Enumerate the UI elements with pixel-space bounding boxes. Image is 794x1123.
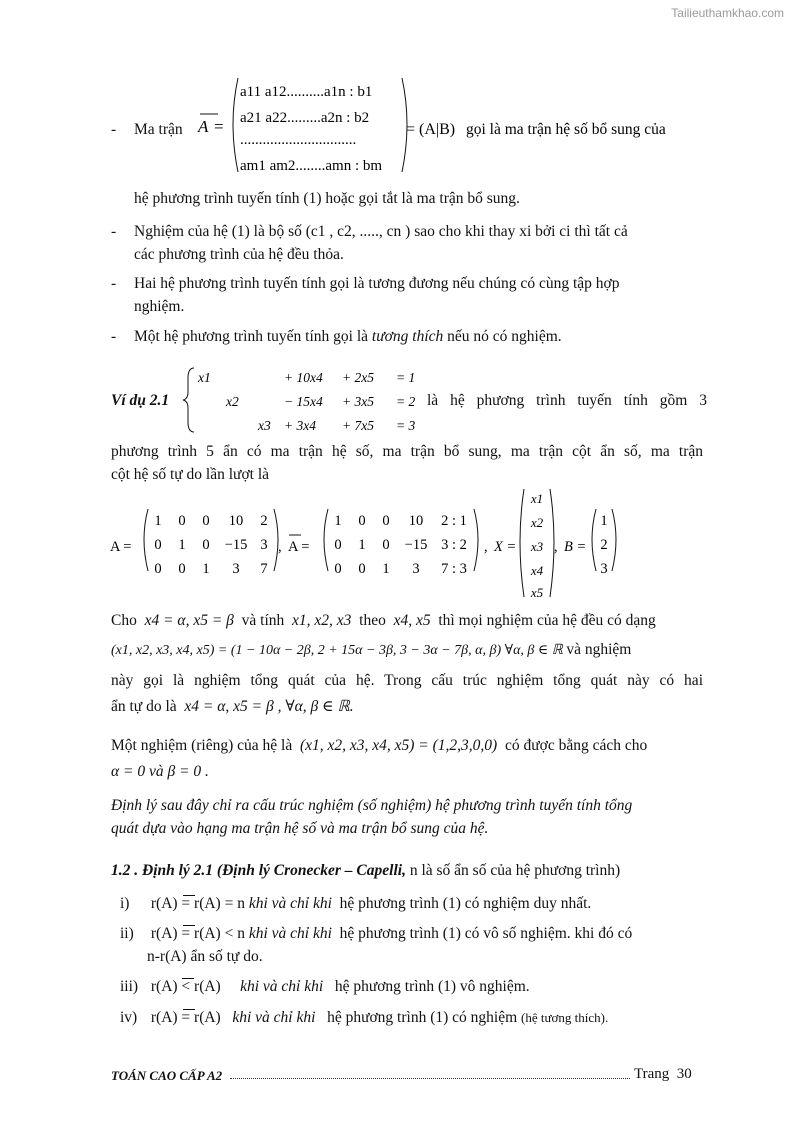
example-text: cột hệ số tự do lần lượt là <box>111 466 270 483</box>
item-num: iii) <box>120 978 139 995</box>
page-number: 30 <box>676 1066 692 1082</box>
item-small: (hệ tương thích). <box>521 1010 609 1025</box>
bullet-text-em: tương thích <box>371 328 444 345</box>
math: x4, x5 <box>393 612 431 629</box>
a-cell: 0 <box>202 513 210 529</box>
equals: = <box>214 117 224 136</box>
a-cell: −15 <box>224 537 248 553</box>
augmented-matrix-formula <box>192 72 712 182</box>
x-cell: x4 <box>530 563 544 578</box>
theorem-heading <box>111 859 620 883</box>
sys-term: = 3 <box>396 418 416 433</box>
item-rest: hệ phương trình (1) có nghiệm duy nhất. <box>339 895 592 912</box>
sys-term: + 2x5 <box>342 370 374 385</box>
math: x4 = α, x5 = β , ∀α, β ∈ ℝ. <box>184 698 354 715</box>
svg-text:,: , <box>484 539 488 555</box>
intro-line: Định lý sau đây chỉ ra cấu trúc nghiệm (số nghiệm) hệ phương trình tuyến tính tổng <box>111 797 633 814</box>
item-rest: hệ phương trình (1) vô nghiệm. <box>334 978 530 995</box>
a-cell: 10 <box>228 513 244 529</box>
a-cell: 0 <box>154 561 162 577</box>
theorem-item-cont: n-r(A) ẩn số tự do. <box>147 948 263 965</box>
x-cell: x2 <box>530 515 544 530</box>
overbar <box>183 895 195 896</box>
abar-cell: 7 : 3 <box>441 561 467 577</box>
item-num: iv) <box>120 1009 138 1026</box>
matrix-desc-cont: hệ phương trình tuyến tính (1) hoặc gọi tắt là ma trận bổ sung. <box>134 190 520 207</box>
theorem-title: 1.2 . Định lý 2.1 (Định lý Cronecker – Capelli, <box>111 862 406 879</box>
a-cell: 0 <box>178 561 186 577</box>
overbar <box>183 925 195 926</box>
text: ẩn tự do là <box>111 698 177 715</box>
abar-cell: −15 <box>404 537 428 553</box>
matrix-a-label: A = <box>110 539 132 555</box>
abar-cell: 0 <box>334 561 342 577</box>
x-cell: x5 <box>530 585 544 600</box>
example-text: phương trình 5 ẩn có ma trận hệ số, ma trận bổ sung, ma trận cột ẩn số, ma trận <box>111 443 703 460</box>
item-em: khi và chỉ khi <box>240 978 324 995</box>
example-label: Ví dụ 2.1 <box>111 392 170 409</box>
footer-dots <box>230 1078 630 1079</box>
x-cell: x3 <box>530 539 544 554</box>
text: và tính <box>241 612 285 629</box>
sys-term: = 1 <box>396 370 416 385</box>
sys-term: x2 <box>226 394 239 409</box>
bullet-text-post: nếu nó có nghiệm. <box>443 328 562 345</box>
matrix-desc: gọi là ma trận hệ số bổ sung của <box>466 121 666 138</box>
ab-notation: = (A|B) <box>406 121 456 138</box>
text: theo <box>359 612 386 629</box>
sys-term: + 3x4 <box>284 418 316 433</box>
a-cell: 3 <box>260 537 268 553</box>
a-cell: 0 <box>178 513 186 529</box>
bullet-dash: - <box>111 328 117 345</box>
abar-cell: 3 <box>412 561 420 577</box>
theorem-item <box>120 922 632 946</box>
theorem-note: n là số ẩn số của hệ phương trình) <box>405 862 621 879</box>
particular-line-2: α = 0 và β = 0 . <box>111 763 209 780</box>
example-system <box>180 362 420 438</box>
item-em: khi và chỉ khi <box>248 895 332 912</box>
sys-term: − 15x4 <box>284 394 323 409</box>
matrix-label: Ma trận <box>134 121 183 138</box>
svg-text:,: , <box>554 539 558 555</box>
abar-cell: 0 <box>358 561 366 577</box>
b-cell: 3 <box>600 561 608 577</box>
overbar <box>183 1009 195 1010</box>
a-cell: 7 <box>260 561 268 577</box>
item-rest: hệ phương trình (1) có nghiệm <box>327 1009 518 1026</box>
bullet-dash: - <box>111 223 117 240</box>
text: Một nghiệm (riêng) của hệ là <box>111 737 293 754</box>
matrix-row: ............................... <box>240 132 357 148</box>
item-cond: r(A) = r(A) = n <box>150 895 245 912</box>
general-line-4 <box>111 695 354 719</box>
math: x4 = α, x5 = β <box>144 612 234 629</box>
footer-title: TOÁN CAO CẤP A2 <box>111 1068 223 1083</box>
page-label: Trang <box>634 1066 670 1082</box>
abar-symbol: A <box>198 117 209 136</box>
a-cell: 3 <box>232 561 240 577</box>
item-em: khi và chỉ khi <box>232 1009 316 1026</box>
bullet-text-pre: Một hệ phương trình tuyến tính gọi là <box>134 328 372 345</box>
text: có được bằng cách cho <box>504 737 648 754</box>
matrix-x-label: X = <box>494 539 517 555</box>
sys-term: = 2 <box>396 394 416 409</box>
abar-cell: 0 <box>382 537 390 553</box>
abar-cell: 1 <box>358 537 366 553</box>
x-cell: x1 <box>530 491 544 506</box>
text: và nghiệm <box>566 641 632 658</box>
matrix-row: a11 a12..........a1n : b1 <box>240 84 373 100</box>
a-cell: 1 <box>178 537 186 553</box>
item-cond: r(A) = r(A) < n <box>150 925 245 942</box>
example-after: là hệ phương trình tuyến tính gồm 3 <box>427 392 707 409</box>
abar-cell: 2 : 1 <box>441 513 467 529</box>
sys-term: + 10x4 <box>284 370 323 385</box>
math: (x1, x2, x3, x4, x5) = (1,2,3,0,0) <box>299 737 498 754</box>
matrix-abar-label: A = <box>288 539 310 555</box>
item-num: ii) <box>120 925 134 942</box>
abar-cell: 0 <box>382 513 390 529</box>
text: thì mọi nghiệm của hệ đều có dạng <box>438 612 656 629</box>
matrix-b-label: B = <box>564 539 587 555</box>
bullet-text: nghiệm. <box>134 298 185 315</box>
a-cell: 2 <box>260 513 268 529</box>
a-cell: 0 <box>154 537 162 553</box>
item-rest: hệ phương trình (1) có vô số nghiệm. khi đó có <box>339 925 633 942</box>
particular-line-1 <box>111 734 647 758</box>
item-cond: r(A) < r(A) <box>150 978 221 995</box>
math: x1, x2, x3 <box>292 612 352 629</box>
bullet-text <box>134 325 562 349</box>
overbar <box>182 978 194 979</box>
general-line-1 <box>111 609 656 633</box>
a-cell: 0 <box>202 537 210 553</box>
b-cell: 1 <box>600 513 608 529</box>
abar-cell: 1 <box>382 561 390 577</box>
sys-term: x3 <box>258 418 271 433</box>
sys-term: x1 <box>198 370 211 385</box>
svg-text:,: , <box>278 539 282 555</box>
general-line-3: này gọi là nghiệm tổng quát của hệ. Trong cấu trúc nghiệm tổng quát này có hai <box>111 672 703 689</box>
sys-term: + 7x5 <box>342 418 374 433</box>
general-line-2 <box>111 638 631 663</box>
example-matrices <box>106 485 706 603</box>
text: Cho <box>111 612 137 629</box>
matrix-row: a21 a22.........a2n : b2 <box>240 110 370 126</box>
b-cell: 2 <box>600 537 608 553</box>
abar-cell: 3 : 2 <box>441 537 467 553</box>
abar-cell: 10 <box>408 513 424 529</box>
footer-page <box>634 1066 692 1083</box>
bullet-text: Nghiệm của hệ (1) là bộ số (c1 , c2, ....., cn ) sao cho khi thay xi bởi ci thì tất cả <box>134 223 628 240</box>
math: (x1, x2, x3, x4, x5) = (1 − 10α − 2β, 2 + 15α − 3β, 3 − 3α − 7β, α, β) ∀α, β ∈ ℝ <box>111 643 563 658</box>
item-em: khi và chỉ khi <box>248 925 332 942</box>
abar-cell: 1 <box>334 513 342 529</box>
item-num: i) <box>120 895 130 912</box>
footer <box>111 1068 691 1084</box>
intro-line: quát dựa vào hạng ma trận hệ số và ma trận bổ sung của hệ. <box>111 820 489 837</box>
bullet-text: các phương trình của hệ đều thỏa. <box>134 246 344 263</box>
item-cond: r(A) = r(A) <box>150 1009 221 1026</box>
matrix-row: am1 am2........amn : bm <box>240 158 383 174</box>
abar-cell: 0 <box>358 513 366 529</box>
a-cell: 1 <box>154 513 162 529</box>
sys-term: + 3x5 <box>342 394 374 409</box>
abar-cell: 0 <box>334 537 342 553</box>
a-cell: 1 <box>202 561 210 577</box>
bullet-dash: - <box>111 275 117 292</box>
watermark: Tailieuthamkhao.com <box>671 6 784 20</box>
bullet-text: Hai hệ phương trình tuyến tính gọi là tương đương nếu chúng có cùng tập hợp <box>134 275 620 292</box>
bullet-dash: - <box>111 121 117 138</box>
